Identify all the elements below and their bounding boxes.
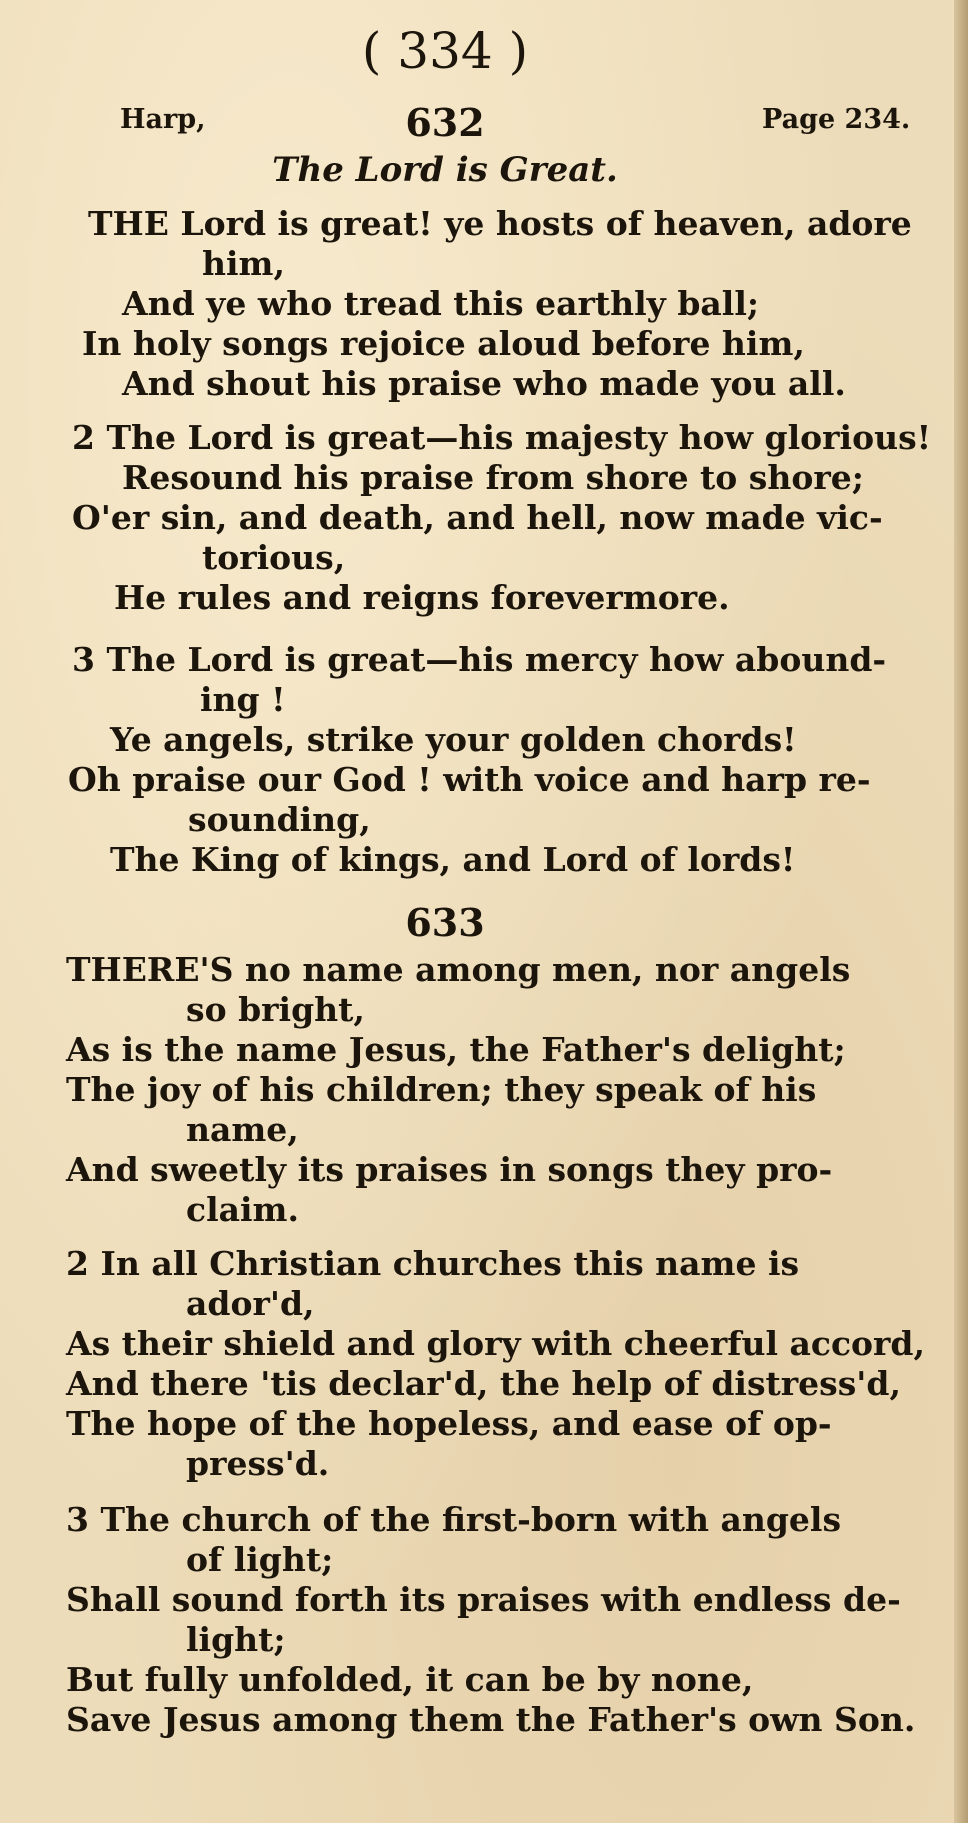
verse-line: of light; — [186, 1540, 334, 1579]
verse-line: Resound his praise from shore to shore; — [122, 458, 864, 497]
verse-line: THE Lord is great! ye hosts of heaven, adore — [88, 204, 912, 243]
verse-line: But fully unfolded, it can be by none, — [66, 1660, 754, 1699]
verse-line: Oh praise our God ! with voice and harp re- — [68, 760, 871, 799]
header-source: Harp, — [120, 104, 206, 135]
verse-line: so bright, — [186, 990, 365, 1029]
verse-line: torious, — [202, 538, 346, 577]
verse-line: And there 'tis declar'd, the help of distress'd, — [66, 1364, 901, 1403]
verse-line: claim. — [186, 1190, 299, 1229]
header-page-ref: Page 234. — [762, 104, 911, 135]
verse-line: In holy songs rejoice aloud before him, — [82, 324, 805, 363]
verse-line: O'er sin, and death, and hell, now made vic- — [72, 498, 883, 537]
verse-line: press'd. — [186, 1444, 330, 1483]
verse-line: THERE'S no name among men, nor angels — [66, 950, 851, 989]
verse-line: Ye angels, strike your golden chords! — [110, 720, 797, 759]
verse-line: light; — [186, 1620, 286, 1659]
verse-line: 2 The Lord is great—his majesty how glorious! — [72, 418, 932, 457]
verse-line: The King of kings, and Lord of lords! — [110, 840, 796, 879]
verse-line: 2 In all Christian churches this name is — [66, 1244, 800, 1283]
verse-line: Save Jesus among them the Father's own Son. — [66, 1700, 916, 1739]
verse-line: ing ! — [200, 680, 286, 719]
verse-line: And ye who tread this earthly ball; — [122, 284, 760, 323]
verse-line: The hope of the hopeless, and ease of op- — [66, 1404, 832, 1443]
verse-line: He rules and reigns forevermore. — [114, 578, 730, 617]
verse-line: 3 The Lord is great—his mercy how abound- — [72, 640, 887, 679]
verse-line: And sweetly its praises in songs they pro- — [66, 1150, 833, 1189]
verse-line: 3 The church of the first-born with angels — [66, 1500, 842, 1539]
verse-line: As is the name Jesus, the Father's delight; — [66, 1030, 846, 1069]
verse-line: ador'd, — [186, 1284, 315, 1323]
hymn-title: The Lord is Great. — [272, 150, 618, 190]
page-number: ( 334 ) — [361, 22, 529, 80]
verse-line: him, — [202, 244, 285, 283]
verse-line: The joy of his children; they speak of his — [66, 1070, 817, 1109]
page-edge — [954, 0, 968, 1823]
verse-line: As their shield and glory with cheerful accord, — [66, 1324, 925, 1363]
verse-line: sounding, — [188, 800, 371, 839]
hymn-number-633: 633 — [405, 900, 485, 945]
verse-line: name, — [186, 1110, 299, 1149]
verse-line: And shout his praise who made you all. — [122, 364, 846, 403]
verse-line: Shall sound forth its praises with endless de- — [66, 1580, 901, 1619]
hymn-number-632: 632 — [405, 100, 485, 145]
